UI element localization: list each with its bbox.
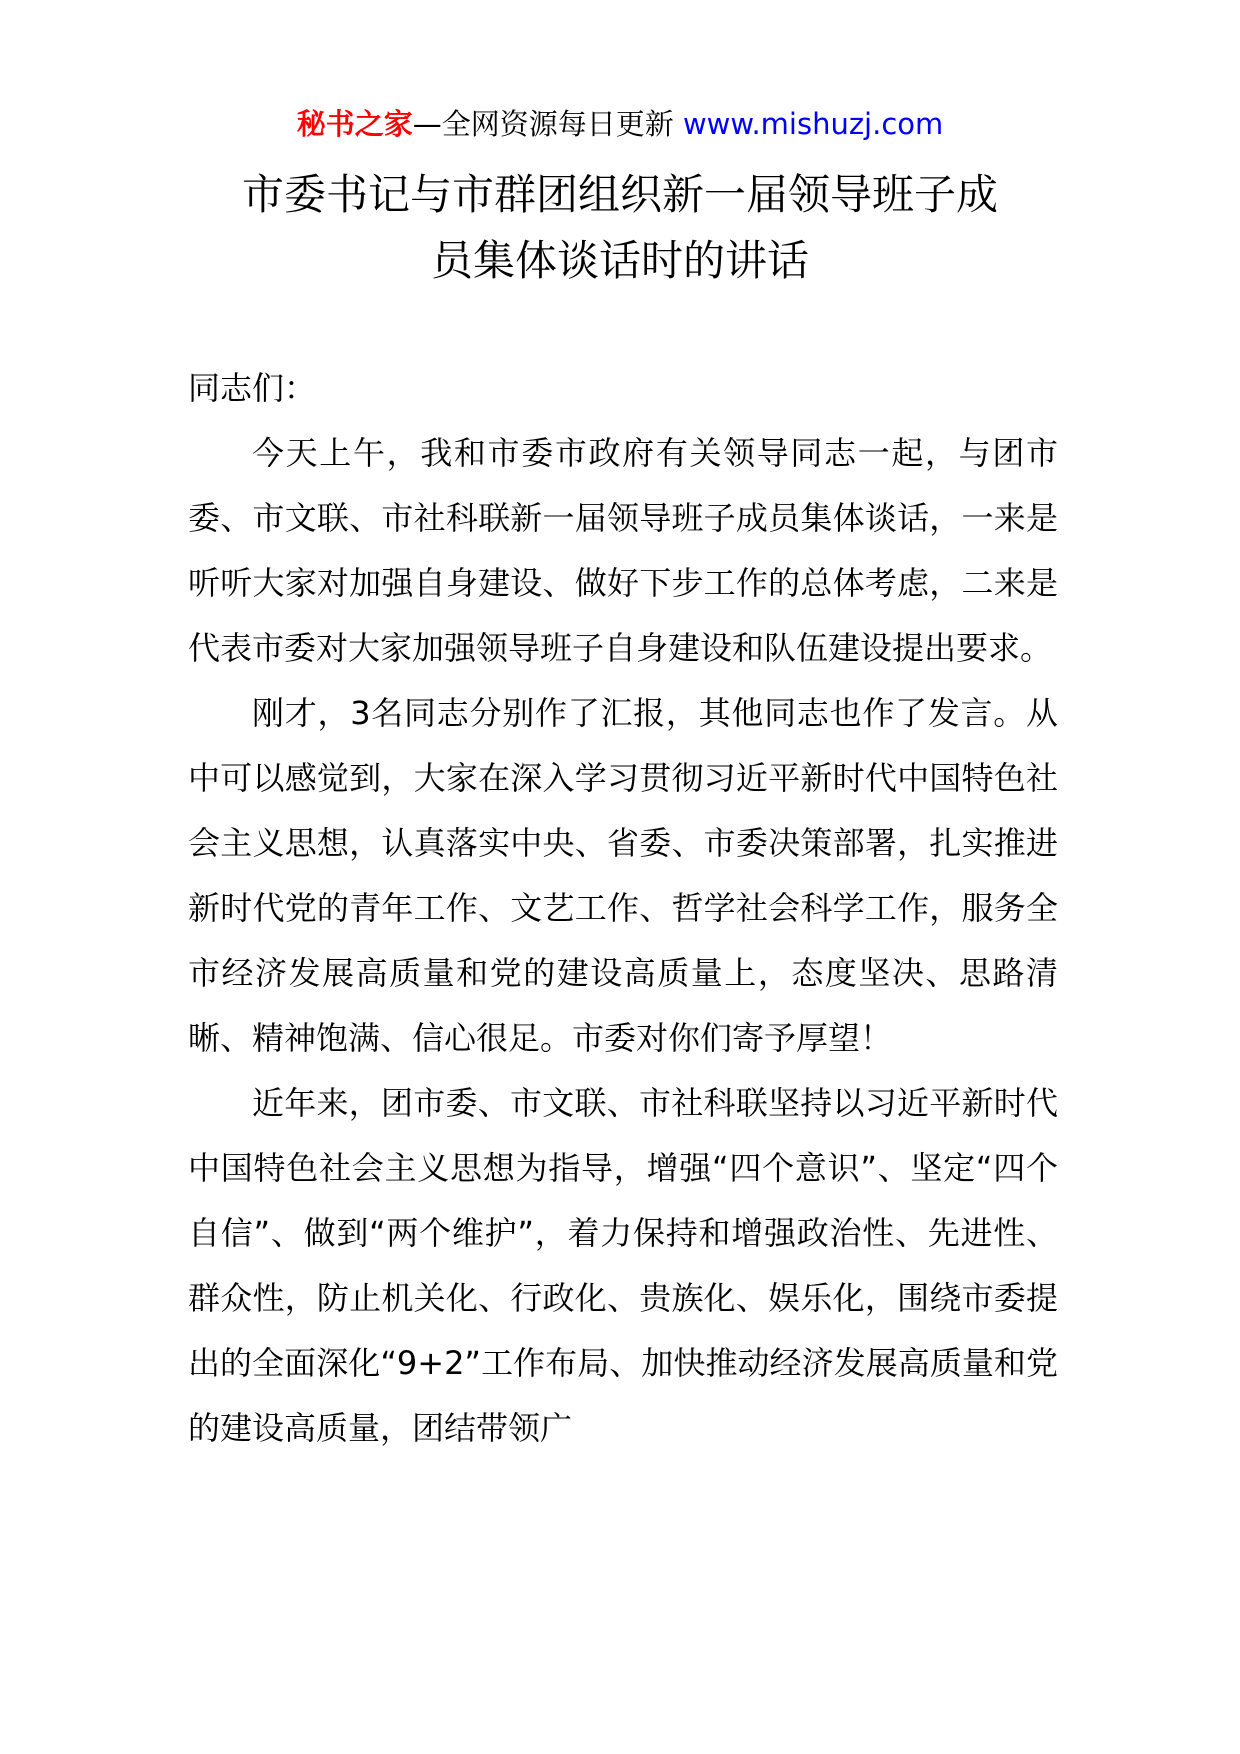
paragraph-1: 今天上午，我和市委市政府有关领导同志一起，与团市委、市文联、市社科联新一届领导班子成员集体谈话，一来是听听大家对加强自身建设、做好下步工作的总体考虑，二来是代表市委对大家加强领导班子自身建设和队伍建设提出要求。 <box>188 434 1058 667</box>
title-line-1: 市委书记与市群团组织新一届领导班子成 <box>241 170 998 219</box>
document-title <box>150 162 1090 294</box>
paragraph-3: 近年来，团市委、市文联、市社科联坚持以习近平新时代中国特色社会主义思想为指导，增强“四个意识”、坚定“四个自信”、做到“两个维护”，着力保持和增强政治性、先进性、群众性，防止机关化、行政化、贵族化、娱乐化，围绕市委提出的全面深化“9+2”工作布局、加快推动经济发展高质量和党的建设高质量，团结带领广 <box>188 1084 1058 1447</box>
site-url-link[interactable]: www.mishuzj.com <box>682 107 944 141</box>
salutation: 同志们： <box>188 369 317 407</box>
site-header <box>0 100 1240 148</box>
document-body <box>188 356 1058 1461</box>
brand-name: 秘书之家 <box>296 107 413 141</box>
paragraph-2: 刚才，3名同志分别作了汇报，其他同志也作了发言。从中可以感觉到，大家在深入学习贯彻习近平新时代中国特色社会主义思想，认真落实中央、省委、市委决策部署，扎实推进新时代党的青年工作、文艺工作、哲学社会科学工作，服务全市经济发展高质量和党的建设高质量上，态度坚决、思路清晰、精神饱满、信心很足。市委对你们寄予厚望！ <box>188 694 1058 1057</box>
site-tagline: —全网资源每日更新 <box>412 107 674 141</box>
title-line-2: 员集体谈话时的讲话 <box>430 236 809 285</box>
